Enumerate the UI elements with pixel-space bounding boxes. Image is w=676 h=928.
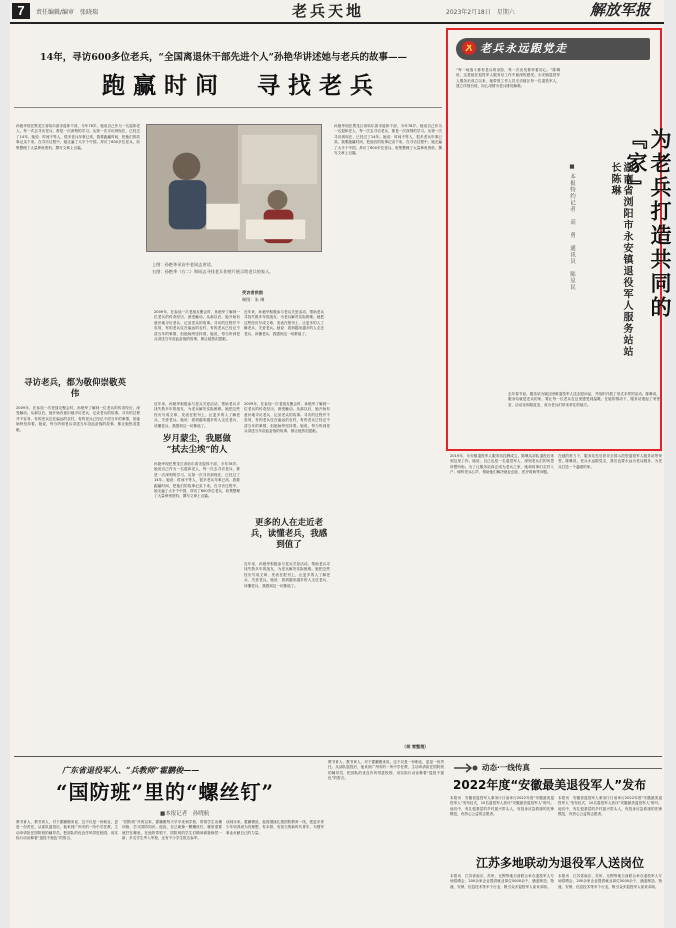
newspaper-logo: 解放军报 [590,1,651,19]
story1-column-1b: 2009年，在参加一次老战友聚会时，孙艳华了解到一位老兵的传奇经历，深受触动。从那以后，她开始有意识地寻访老兵、记录老兵的故事。寻访的过程并不容易，有的老兵住在偏远的农村，有的老兵已经记不清当年的事情，但她始终坚持着。她说，每当听到老兵讲述当年浴血奋战的故事，都让她热泪盈眶。 [16,406,140,432]
story1-rule [14,107,442,108]
story1-column-3a: 2009年，在参加一次老战友聚会时，孙艳华了解到一位老兵的传奇经历，深受触动。从那以后，她开始有意识地寻访老兵、记录老兵的故事。寻访的过程并不容易，有的老兵住在偏远的农村，有的老兵已经记不清当年的事情，但她始终坚持着。她说，每当听到老兵讲述当年浴血奋战的故事，都让她热泪盈眶。 [244,402,330,434]
story2-column-3: 在她的努力下，服务站先后获评全国示范型退役军人服务站等荣誉。陈琳说，老兵永远跟党走，我们也要永远为老兵服务，为老兵打造一个温暖的家。 [558,454,662,469]
section-title: 老兵天地 [292,2,365,20]
dynamics-body-1b: 本报讯 安徽省退役军人事务厅日前举行2022年度“安徽最美退役军人”发布仪式，10名退役军人获评“安徽最美退役军人”称号。他们中，有扎根基层的乡村振兴带头人，有投身应急救援的先锋模范，有热心公益的志愿者。 [558,796,662,817]
dynamics-body-2b: 本报讯 江苏省南京、苏州、无锡等地日前联合举办退役军人专场招聘会，200余家企业提供就业岗位5000余个，涵盖制造、物流、安保、信息技术等多个行业，吸引众多退役军人前来求职。 [558,874,662,889]
photo-credit: 受访者供图 [242,290,263,295]
dynamics-body-1a: 本报讯 安徽省退役军人事务厅日前举行2022年度“安徽最美退役军人”发布仪式，10名退役军人获评“安徽最美退役军人”称号。他们中，有扎根基层的乡村振兴带头人，有投身应急救援的先锋模范，有热心公益的志愿者。 [450,796,554,817]
story1-subhead-2: 岁月蒙尘，我愿做 “拭去尘埃”的人 [162,434,231,455]
dynamics-body-2a: 本报讯 江苏省南京、苏州、无锡等地日前联合举办退役军人专场招聘会，200余家企业提供就业岗位5000余个，涵盖制造、物流、安保、信息技术等多个行业，吸引众多退役军人前来求职。 [450,874,554,889]
story2-body-lower: 去年春节前，服务站为辖区困难退役军人送去慰问品，并组织开展了形式多样的活动。陈琳说，服务站就是老兵的家，要让每一位老兵在这里感受到温暖。在她的推动下，服务站建起了荣誉室、活动室和阅览室，成为老兵们常来常往的地方。 [508,392,660,407]
masthead-rule [10,22,664,24]
photo-credit-2: 制图：朱 琳 [242,297,265,302]
issue-date: 2023年2月18日 星期六 [446,9,515,16]
story3-headline: “国防班”里的“螺丝钉” [56,780,275,804]
story3-column-4: 教书育人、教书育人，对于霍鹏俊来说，这不仅是一份职业，更是一份责任。从部队退役后，他来到广州市的一所中学任教，主动申请担任国防班的辅导员，把部队的优良作风带进校园，用实际行动诠释着“退役不褪色”的誓言。 [328,760,444,781]
story2-byline: ■ 本报特约记者 高 勇 通讯员 陈星民 [569,164,575,291]
story1-column-2a: 近年来，孙艳华积极参与老兵关爱活动，帮助老兵寻找失散多年的战友，为老兵解决实际困难。她把这些经历写成文章，发表在报刊上，让更多的人了解老兵、关爱老兵。她说：看到越来越多的人走近老兵、读懂老兵，我感到这一切都值了。 [154,402,240,428]
story1-headline: 跑赢时间 寻找老兵 [102,72,381,99]
dynamics-rule [540,768,662,769]
story3-column-3: 谈到未来，霍鹏俊说，他将继续扎根国防教育一线，把更多青少年培养成为有理想、有本领、有担当的新时代青年，为强军事业贡献自己的力量。 [226,820,324,835]
story2-column-1: “每一场战斗都有老兵的身影，每一次出发都怀着初心。”陈琳说，这是她在退役军人服务站工作中最深的感受。永安镇退役军人服务站成立以来，她带领工作人员走访辖区每一位退役军人，建立详细台账，用心用情为老兵排忧解难。 [456,68,560,89]
story3-column-2: “国防班”开班以来，霍鹏俊每天早早来到学校，带领学生出操训练、学习国防知识。他说，自己就像一颗螺丝钉，哪里需要就拧在哪里。在他的带领下，国防班的学生们精神面貌焕然一新，多名学生考入军校，还有不少学生报名参军。 [122,820,222,841]
dynamics-arrow-icon [454,763,478,773]
story1-column-2b: 孙艳华现任黑龙江省哈尔滨市退休干部，今年78岁。她说自己作为一名退休老人，每一次去寻访老兵，都是一次深刻的学习。从第一次寻访到现在，已经过了14年。她说：时间不等人，很多老兵年事已高，我要跑赢时间，把他们的故事记录下来。在寻访过程中，她走遍了大半个中国，拜访了600多位老兵，收集整理了大量珍贵资料，撰写文章上百篇。 [154,462,240,499]
story2-headline: 为老兵打造共同的『家』 [624,128,673,320]
lower-divider [14,756,662,757]
newspaper-page [10,0,673,928]
story1-column-1: 孙艳华现任黑龙江省哈尔滨市退休干部，今年78岁。她说自己作为一名退休老人，每一次去寻访老兵，都是一次深刻的学习。从第一次寻访到现在，已经过了14年。她说：时间不等人，很多老兵年事已高，我要跑赢时间，把他们的故事记录下来。在寻访过程中，她走遍了大半个中国，拜访了600多位老兵，收集整理了大量珍贵资料，撰写文章上百篇。 [16,124,140,150]
dynamics-headline-2: 江苏多地联动为退役军人送岗位 [476,856,645,870]
story1-column-3b: 近年来，孙艳华积极参与老兵关爱活动，帮助老兵寻找失散多年的战友，为老兵解决实际困难。她把这些经历写成文章，发表在报刊上，让更多的人了解老兵、关爱老兵。她说：看到越来越多的人走近老兵、读懂老兵，我感到这一切都值了。 [244,562,330,588]
story1-column-4: 孙艳华现任黑龙江省哈尔滨市退休干部，今年78岁。她说自己作为一名退休老人，每一次去寻访老兵，都是一次深刻的学习。从第一次寻访到现在，已经过了14年。她说：时间不等人，很多老兵年事已高，我要跑赢时间，把他们的故事记录下来。在寻访过程中，她走遍了大半个中国，拜访了600多位老兵，收集整理了大量珍贵资料，撰写文章上百篇。 [334,124,442,156]
party-emblem-icon [462,41,476,55]
story1-mid-b: 近年来，孙艳华积极参与老兵关爱活动，帮助老兵寻找失散多年的战友，为老兵解决实际困难。她把这些经历写成文章，发表在报刊上，让更多的人了解老兵、关爱老兵。她说：看到越来越多的人走近老兵、读懂老兵，我感到这一切都值了。 [244,310,324,336]
story1-mid-a: 2009年，在参加一次老战友聚会时，孙艳华了解到一位老兵的传奇经历，深受触动。从那以后，她开始有意识地寻访老兵、记录老兵的故事。寻访的过程并不容易，有的老兵住在偏远的农村，有的老兵已经记不清当年的事情，但她始终坚持着。她说，每当听到老兵讲述当年浴血奋战的故事，都让她热泪盈眶。 [154,310,240,342]
story1-subhead-3: 更多的人在走近老兵，读懂老兵，我感到值了 [250,518,328,550]
editor-credit: 责任编辑/编审 张晓瑞 [36,9,99,16]
story3-byline: ■本报记者 孙晓航 [160,811,210,817]
dynamics-headline-1: 2022年度“安徽最美退役军人”发布 [453,778,647,792]
story1-subhead-1: 寻访老兵，都为敬仰崇敬英伟 [23,378,126,399]
story3-column-1: 教书育人、教书育人，对于霍鹏俊来说，这不仅是一份职业，更是一份责任。从部队退役后，他来到广州市的一所中学任教，主动申请担任国防班的辅导员，把部队的优良作风带进校园，用实际行动诠释着“退役不褪色”的誓言。 [16,820,118,841]
story2-banner-text: 老兵永远跟党走 [480,42,568,55]
story1-kicker: 14年，寻访600多位老兵，“全国离退休干部先进个人”孙艳华讲述她与老兵的故事—— [40,52,407,63]
story2-subhead: 湖南省浏阳市永安镇退役军人服务站站长陈琳 [609,162,632,358]
story1-photo [146,124,322,252]
story1-author-note: （胡 雪整理） [402,744,429,749]
masthead [10,0,664,22]
photo-caption-bottom: 右图：孙艳华（右二）和同志寻找老兵作照片展示给老兵的家人。 [152,269,274,274]
page-number: 7 [12,3,30,19]
photo-caption-top: 上图：孙艳华采访中老同志讲话。 [152,262,215,267]
dynamics-label: 动态·一线传真 [482,763,530,772]
story2-column-2: 2019年，永安镇退役军人服务站挂牌成立，陈琳从部队退役后来到这里工作。她说，自己也是一名退役军人，深知老兵们的所思所想所盼。为了让服务站真正成为老兵之家，她和同事们走村入户，倾听老兵心声，帮助他们解决就业创业、医疗救助等问题。 [450,454,554,475]
story3-kicker: 广东省退役军人、“兵教师”霍鹏俊—— [62,765,200,775]
